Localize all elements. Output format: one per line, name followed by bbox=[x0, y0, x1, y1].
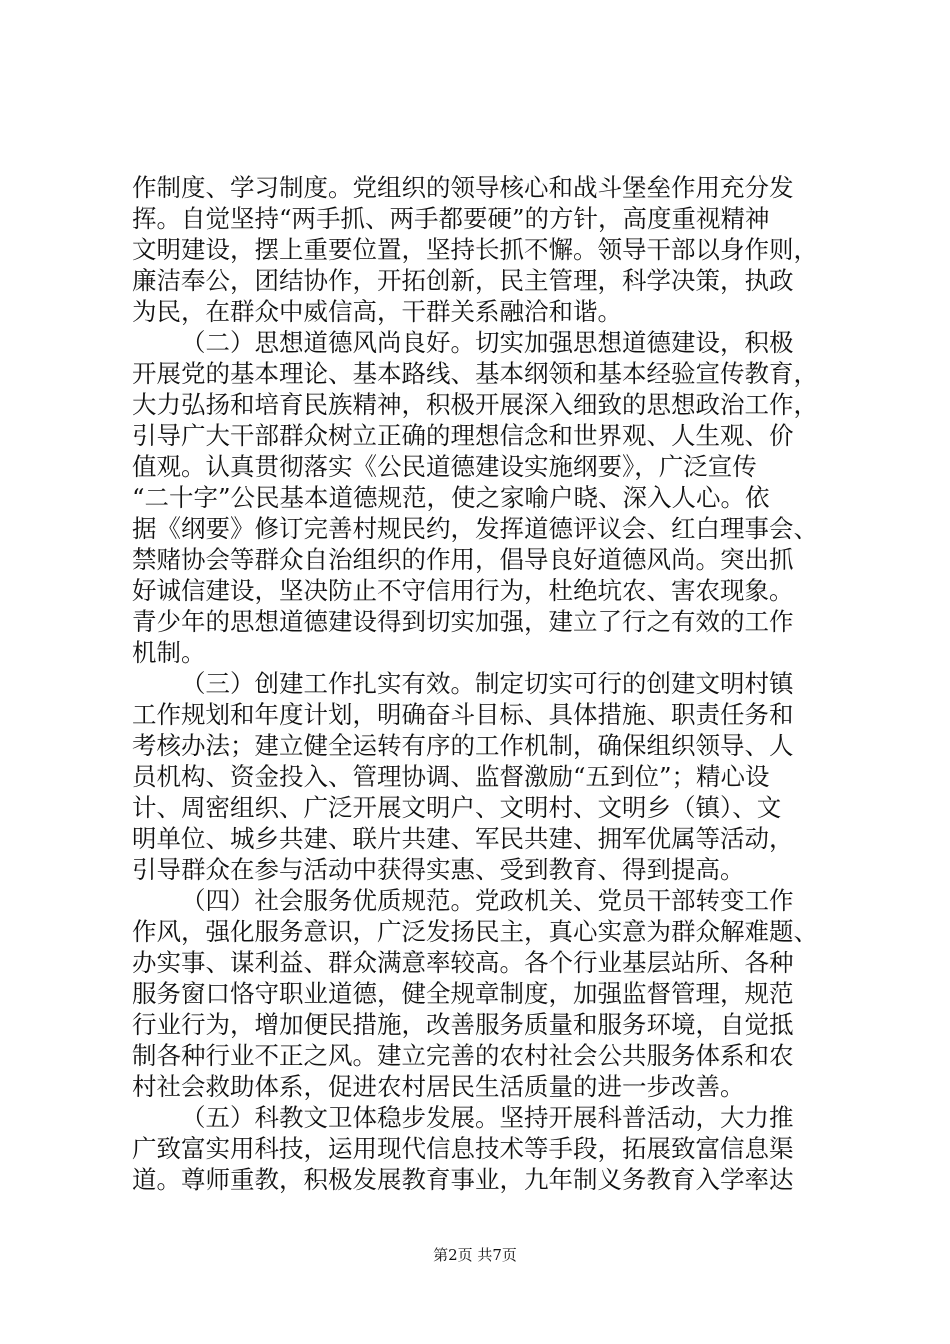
text-line: 工作规划和年度计划，明确奋斗目标、具体措施、职责任务和 bbox=[132, 700, 794, 729]
text-line: 禁赌协会等群众自治组织的作用，倡导良好道德风尚。突出抓 bbox=[132, 545, 794, 574]
body-text bbox=[132, 172, 832, 1195]
text-line: “二十字”公民基本道德规范，使之家喻户晓、深入人心。依 bbox=[132, 483, 770, 512]
text-line: 制各种行业不正之风。建立完善的农村社会公共服务体系和农 bbox=[132, 1041, 794, 1070]
text-line: 好诚信建设，坚决防止不守信用行为，杜绝坑农、害农现象。 bbox=[132, 576, 794, 605]
text-line: 机制。 bbox=[132, 638, 206, 667]
text-line: 行业行为，增加便民措施，改善服务质量和服务环境，自觉抵 bbox=[132, 1010, 794, 1039]
text-line: 廉洁奉公，团结协作，开拓创新，民主管理，科学决策，执政 bbox=[132, 266, 794, 295]
text-line: 引导广大干部群众树立正确的理想信念和世界观、人生观、价 bbox=[132, 421, 794, 450]
text-line: （四）社会服务优质规范。党政机关、党员干部转变工作 bbox=[181, 886, 794, 915]
text-line: 青少年的思想道德建设得到切实加强，建立了行之有效的工作 bbox=[132, 607, 794, 636]
text-line: 据《纲要》修订完善村规民约，发挥道德评议会、红白理事会、 bbox=[132, 514, 818, 543]
text-line: 引导群众在参与活动中获得实惠、受到教育、得到提高。 bbox=[132, 855, 745, 884]
paragraph bbox=[132, 172, 832, 327]
text-line: 值观。认真贯彻落实《公民道德建设实施纲要》，广泛宣传 bbox=[132, 452, 757, 481]
text-line: 挥。自觉坚持“两手抓、两手都要硬”的方针，高度重视精神 bbox=[132, 204, 770, 233]
text-line: 计、周密组织、广泛开展文明户、文明村、文明乡（镇）、文 bbox=[132, 793, 782, 822]
text-line: 为民，在群众中威信高，干群关系融洽和谐。 bbox=[132, 297, 622, 326]
text-line: （二）思想道德风尚良好。切实加强思想道德建设，积极 bbox=[181, 328, 794, 357]
text-line: （五）科教文卫体稳步发展。坚持开展科普活动，大力推 bbox=[181, 1103, 794, 1132]
text-line: （三）创建工作扎实有效。制定切实可行的创建文明村镇 bbox=[181, 669, 794, 698]
paragraph bbox=[132, 885, 832, 1102]
text-line: 员机构、资金投入、管理协调、监督激励“五到位”；精心设 bbox=[132, 762, 770, 791]
text-line: 明单位、城乡共建、联片共建、军民共建、拥军优属等活动， bbox=[132, 824, 794, 853]
text-line: 大力弘扬和培育民族精神，积极开展深入细致的思想政治工作， bbox=[132, 390, 818, 419]
text-line: 开展党的基本理论、基本路线、基本纲领和基本经验宣传教育， bbox=[132, 359, 818, 388]
text-line: 作制度、学习制度。党组织的领导核心和战斗堡垒作用充分发 bbox=[132, 173, 794, 202]
text-line: 作风，强化服务意识，广泛发扬民主，真心实意为群众解难题、 bbox=[132, 917, 818, 946]
paragraph bbox=[132, 1102, 832, 1195]
text-line: 广致富实用科技，运用现代信息技术等手段，拓展致富信息渠 bbox=[132, 1134, 794, 1163]
text-line: 村社会救助体系，促进农村居民生活质量的进一步改善。 bbox=[132, 1072, 745, 1101]
paragraph bbox=[132, 668, 832, 885]
text-line: 办实事、谋利益、群众满意率较高。各个行业基层站所、各种 bbox=[132, 948, 794, 977]
text-line: 考核办法；建立健全运转有序的工作机制，确保组织领导、人 bbox=[132, 731, 794, 760]
text-line: 服务窗口恪守职业道德，健全规章制度，加强监督管理，规范 bbox=[132, 979, 794, 1008]
text-line: 道。尊师重教，积极发展教育事业，九年制义务教育入学率达 bbox=[132, 1165, 794, 1194]
page-footer: 第2页 共7页 bbox=[433, 1246, 517, 1264]
paragraph bbox=[132, 327, 832, 668]
text-line: 文明建设，摆上重要位置，坚持长抓不懈。领导干部以身作则， bbox=[132, 235, 818, 264]
